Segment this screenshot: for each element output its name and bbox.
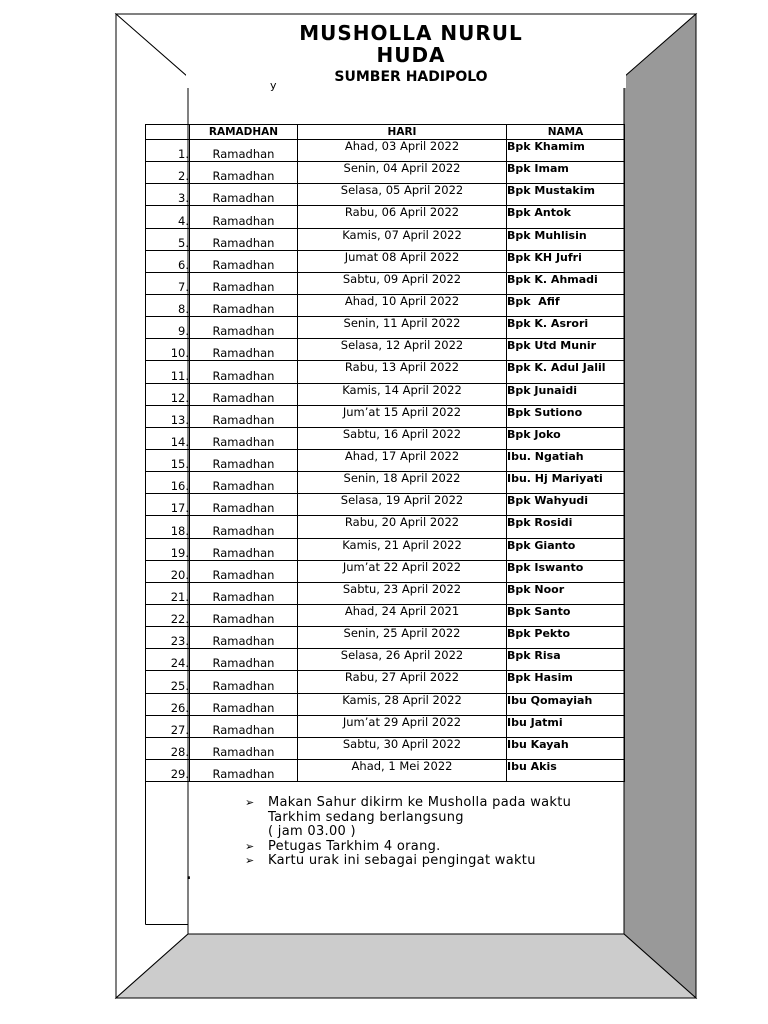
row-number: 28. bbox=[146, 737, 190, 759]
date-cell: Kamis, 21 April 2022 bbox=[298, 538, 507, 560]
date-cell: Rabu, 13 April 2022 bbox=[298, 361, 507, 383]
table-row bbox=[146, 627, 625, 649]
row-number: 23. bbox=[146, 627, 190, 649]
date-cell: Ahad, 03 April 2022 bbox=[298, 140, 507, 162]
row-number: 25. bbox=[146, 671, 190, 693]
name-cell: Ibu Kayah bbox=[507, 737, 625, 759]
name-cell: Bpk Rosidi bbox=[507, 516, 625, 538]
stray-text-mark: y bbox=[270, 79, 277, 92]
row-number: 17. bbox=[146, 494, 190, 516]
ramadhan-cell: Ramadhan bbox=[190, 206, 298, 228]
name-cell: Bpk Utd Munir bbox=[507, 339, 625, 361]
date-cell: Rabu, 27 April 2022 bbox=[298, 671, 507, 693]
row-number: 8. bbox=[146, 294, 190, 316]
table-row bbox=[146, 560, 625, 582]
ramadhan-cell: Ramadhan bbox=[190, 162, 298, 184]
ramadhan-cell: Ramadhan bbox=[190, 294, 298, 316]
ramadhan-cell: Ramadhan bbox=[190, 671, 298, 693]
table-row bbox=[146, 294, 625, 316]
name-cell: Bpk Gianto bbox=[507, 538, 625, 560]
date-cell: Kamis, 14 April 2022 bbox=[298, 383, 507, 405]
row-number: 29. bbox=[146, 759, 190, 781]
stray-dot-mark: . bbox=[186, 867, 192, 883]
date-cell: Senin, 18 April 2022 bbox=[298, 472, 507, 494]
ramadhan-cell: Ramadhan bbox=[190, 184, 298, 206]
name-cell: Bpk Afif bbox=[507, 294, 625, 316]
table-row bbox=[146, 737, 625, 759]
row-number: 6. bbox=[146, 250, 190, 272]
row-number: 16. bbox=[146, 472, 190, 494]
roster-body bbox=[146, 140, 625, 782]
name-cell: Ibu. Hj Mariyati bbox=[507, 472, 625, 494]
table-row bbox=[146, 759, 625, 781]
row-number: 9. bbox=[146, 317, 190, 339]
name-cell: Bpk Imam bbox=[507, 162, 625, 184]
ramadhan-cell: Ramadhan bbox=[190, 228, 298, 250]
date-cell: Sabtu, 09 April 2022 bbox=[298, 272, 507, 294]
ramadhan-cell: Ramadhan bbox=[190, 649, 298, 671]
name-cell: Bpk Junaidi bbox=[507, 383, 625, 405]
ramadhan-cell: Ramadhan bbox=[190, 272, 298, 294]
name-cell: Bpk Wahyudi bbox=[507, 494, 625, 516]
name-cell: Bpk Iswanto bbox=[507, 560, 625, 582]
ramadhan-cell: Ramadhan bbox=[190, 427, 298, 449]
ramadhan-cell: Ramadhan bbox=[190, 472, 298, 494]
table-row bbox=[146, 604, 625, 626]
ramadhan-cell: Ramadhan bbox=[190, 693, 298, 715]
table-row bbox=[146, 162, 625, 184]
ramadhan-cell: Ramadhan bbox=[190, 737, 298, 759]
name-cell: Bpk Mustakim bbox=[507, 184, 625, 206]
note-item bbox=[245, 796, 605, 840]
name-cell: Bpk K. Ahmadi bbox=[507, 272, 625, 294]
date-cell: Selasa, 26 April 2022 bbox=[298, 649, 507, 671]
row-number: 10. bbox=[146, 339, 190, 361]
date-cell: Senin, 11 April 2022 bbox=[298, 317, 507, 339]
date-cell: Kamis, 28 April 2022 bbox=[298, 693, 507, 715]
table-row bbox=[146, 228, 625, 250]
row-number: 18. bbox=[146, 516, 190, 538]
date-cell: Sabtu, 30 April 2022 bbox=[298, 737, 507, 759]
date-cell: Kamis, 07 April 2022 bbox=[298, 228, 507, 250]
date-cell: Jum’at 22 April 2022 bbox=[298, 560, 507, 582]
ramadhan-cell: Ramadhan bbox=[190, 560, 298, 582]
row-number: 14. bbox=[146, 427, 190, 449]
column-header-hari: HARI bbox=[298, 125, 507, 140]
name-cell: Ibu Qomayiah bbox=[507, 693, 625, 715]
name-cell: Ibu Akis bbox=[507, 759, 625, 781]
ramadhan-cell: Ramadhan bbox=[190, 250, 298, 272]
table-row bbox=[146, 339, 625, 361]
table-row bbox=[146, 383, 625, 405]
date-cell: Selasa, 19 April 2022 bbox=[298, 494, 507, 516]
ramadhan-cell: Ramadhan bbox=[190, 383, 298, 405]
date-cell: Ahad, 24 April 2021 bbox=[298, 604, 507, 626]
frame-bottom-bevel bbox=[116, 934, 696, 998]
name-cell: Bpk Khamim bbox=[507, 140, 625, 162]
date-cell: Selasa, 05 April 2022 bbox=[298, 184, 507, 206]
date-cell: Ahad, 1 Mei 2022 bbox=[298, 759, 507, 781]
page-title-line1: MUSHOLLA NURUL bbox=[299, 21, 523, 45]
table-row bbox=[146, 671, 625, 693]
row-number: 5. bbox=[146, 228, 190, 250]
ramadhan-cell: Ramadhan bbox=[190, 604, 298, 626]
row-number: 4. bbox=[146, 206, 190, 228]
ramadhan-cell: Ramadhan bbox=[190, 405, 298, 427]
ramadhan-cell: Ramadhan bbox=[190, 449, 298, 471]
ramadhan-cell: Ramadhan bbox=[190, 317, 298, 339]
date-cell: Sabtu, 23 April 2022 bbox=[298, 582, 507, 604]
date-cell: Ahad, 17 April 2022 bbox=[298, 449, 507, 471]
page-title-line2: HUDA bbox=[376, 43, 446, 67]
ramadhan-cell: Ramadhan bbox=[190, 494, 298, 516]
column-header-nama: NAMA bbox=[507, 125, 625, 140]
note-item bbox=[245, 854, 605, 869]
name-cell: Bpk Santo bbox=[507, 604, 625, 626]
name-cell: Bpk K. Asrori bbox=[507, 317, 625, 339]
table-row bbox=[146, 693, 625, 715]
table-row bbox=[146, 516, 625, 538]
name-cell: Bpk Risa bbox=[507, 649, 625, 671]
date-cell: Senin, 04 April 2022 bbox=[298, 162, 507, 184]
note-item bbox=[245, 840, 605, 855]
ramadhan-cell: Ramadhan bbox=[190, 538, 298, 560]
date-cell: Rabu, 06 April 2022 bbox=[298, 206, 507, 228]
table-row bbox=[146, 472, 625, 494]
row-number: 22. bbox=[146, 604, 190, 626]
column-header-number bbox=[146, 125, 190, 140]
date-cell: Selasa, 12 April 2022 bbox=[298, 339, 507, 361]
table-row bbox=[146, 449, 625, 471]
row-number: 26. bbox=[146, 693, 190, 715]
ramadhan-cell: Ramadhan bbox=[190, 339, 298, 361]
row-number: 7. bbox=[146, 272, 190, 294]
column-header-ramadhan: RAMADHAN bbox=[190, 125, 298, 140]
row-number: 1. bbox=[146, 140, 190, 162]
row-number: 27. bbox=[146, 715, 190, 737]
date-cell: Senin, 25 April 2022 bbox=[298, 627, 507, 649]
row-number: 24. bbox=[146, 649, 190, 671]
roster-table bbox=[145, 124, 625, 782]
table-row bbox=[146, 317, 625, 339]
date-cell: Rabu, 20 April 2022 bbox=[298, 516, 507, 538]
ramadhan-cell: Ramadhan bbox=[190, 759, 298, 781]
date-cell: Sabtu, 16 April 2022 bbox=[298, 427, 507, 449]
name-cell: Bpk Muhlisin bbox=[507, 228, 625, 250]
row-number: 19. bbox=[146, 538, 190, 560]
table-row bbox=[146, 538, 625, 560]
row-number: 12. bbox=[146, 383, 190, 405]
table-row bbox=[146, 140, 625, 162]
table-row bbox=[146, 250, 625, 272]
arrowhead-bullet-icon: ➢ bbox=[245, 839, 255, 853]
row-number: 21. bbox=[146, 582, 190, 604]
note-text: Kartu urak ini sebagai pengingat waktu bbox=[268, 853, 536, 869]
date-cell: Jum’at 15 April 2022 bbox=[298, 405, 507, 427]
name-cell: Bpk KH Jufri bbox=[507, 250, 625, 272]
date-cell: Jum’at 29 April 2022 bbox=[298, 715, 507, 737]
table-row bbox=[146, 184, 625, 206]
name-cell: Bpk K. Adul Jalil bbox=[507, 361, 625, 383]
table-row bbox=[146, 405, 625, 427]
page-subtitle: SUMBER HADIPOLO bbox=[334, 69, 488, 85]
row-number: 3. bbox=[146, 184, 190, 206]
name-cell: Bpk Joko bbox=[507, 427, 625, 449]
table-row bbox=[146, 715, 625, 737]
name-cell: Bpk Antok bbox=[507, 206, 625, 228]
ramadhan-cell: Ramadhan bbox=[190, 582, 298, 604]
table-row bbox=[146, 494, 625, 516]
frame-right-bevel bbox=[624, 14, 696, 998]
arrowhead-bullet-icon: ➢ bbox=[245, 854, 255, 868]
note-text: Petugas Tarkhim 4 orang. bbox=[268, 838, 441, 854]
arrowhead-bullet-icon: ➢ bbox=[245, 796, 255, 809]
notes-list bbox=[245, 796, 605, 869]
name-cell: Bpk Noor bbox=[507, 582, 625, 604]
row-number: 11. bbox=[146, 361, 190, 383]
table-row bbox=[146, 582, 625, 604]
name-cell: Bpk Hasim bbox=[507, 671, 625, 693]
table-row bbox=[146, 272, 625, 294]
roster-header-row bbox=[146, 125, 625, 140]
table-row bbox=[146, 206, 625, 228]
row-number: 20. bbox=[146, 560, 190, 582]
table-row bbox=[146, 361, 625, 383]
name-cell: Ibu. Ngatiah bbox=[507, 449, 625, 471]
row-number: 13. bbox=[146, 405, 190, 427]
ramadhan-cell: Ramadhan bbox=[190, 715, 298, 737]
ramadhan-cell: Ramadhan bbox=[190, 140, 298, 162]
note-text: Makan Sahur dikirm ke Musholla pada waktu Tarkhim sedang berlangsung ( jam 03.00 ) bbox=[268, 795, 572, 840]
ramadhan-cell: Ramadhan bbox=[190, 627, 298, 649]
name-cell: Bpk Sutiono bbox=[507, 405, 625, 427]
name-cell: Ibu Jatmi bbox=[507, 715, 625, 737]
ramadhan-cell: Ramadhan bbox=[190, 361, 298, 383]
table-row bbox=[146, 427, 625, 449]
date-cell: Ahad, 10 April 2022 bbox=[298, 294, 507, 316]
name-cell: Bpk Pekto bbox=[507, 627, 625, 649]
date-cell: Jumat 08 April 2022 bbox=[298, 250, 507, 272]
row-number: 2. bbox=[146, 162, 190, 184]
row-number: 15. bbox=[146, 449, 190, 471]
table-row bbox=[146, 649, 625, 671]
ramadhan-cell: Ramadhan bbox=[190, 516, 298, 538]
